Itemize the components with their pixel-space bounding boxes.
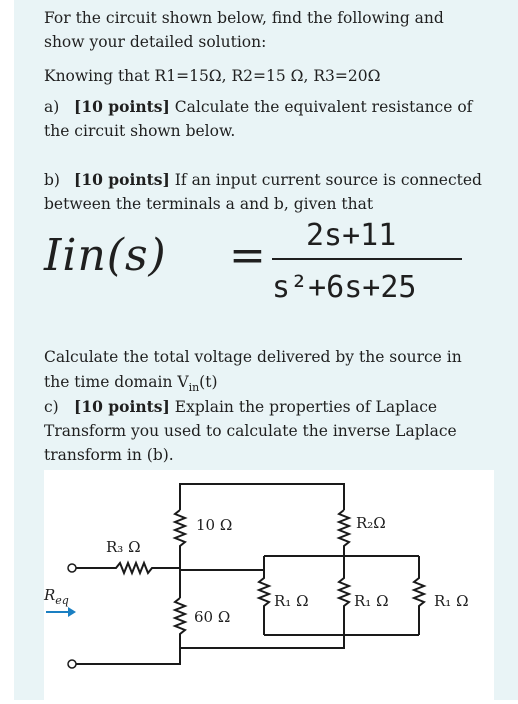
label-r1-b: R₁ Ω (354, 592, 389, 610)
resistor-r3 (74, 563, 180, 573)
label-req (44, 586, 69, 607)
equation-numerator: 2s+11 (306, 218, 397, 253)
left-margin (0, 0, 14, 700)
intro-line-1: For the circuit shown below, find the following and (44, 9, 444, 27)
part-a-line-1 (44, 97, 472, 117)
part-a-points: [10 points] (74, 97, 170, 116)
resistor-10 (175, 510, 185, 570)
part-b-label: b) (44, 171, 60, 189)
part-a-label: a) (44, 98, 60, 116)
part-c-text-2: Transform you used to calculate the inverse Laplace (44, 422, 457, 440)
vin-subscript: in (188, 381, 200, 395)
resistor-60 (74, 598, 185, 664)
equation-equals: = (229, 230, 266, 281)
part-c-line-1 (44, 397, 437, 417)
label-r2: R₂Ω (356, 514, 386, 532)
label-60-ohm: 60 Ω (194, 608, 231, 626)
fraction-bar (272, 258, 462, 260)
part-b-after-1: Calculate the total voltage delivered by the source in (44, 348, 462, 366)
part-b-text-1: If an input current source is connected (174, 171, 482, 189)
part-b-line-1 (44, 170, 482, 190)
transfer-equation (44, 218, 474, 318)
equation-lhs: Iin(s) (44, 230, 167, 281)
label-req-sub: eq (55, 594, 69, 607)
label-r1-a: R₁ Ω (274, 592, 309, 610)
resistor-r1-a (259, 556, 269, 635)
part-a-text-1: Calculate the equivalent resistance of (174, 98, 473, 116)
req-arrow-head (68, 607, 76, 617)
terminal-a (68, 564, 76, 572)
wire-join-bottom (180, 635, 344, 648)
part-a-text-2: the circuit shown below. (44, 122, 236, 140)
part-b-text-2: between the terminals a and b, given that (44, 195, 374, 213)
part-b-after-2 (44, 372, 218, 398)
circuit-diagram (44, 470, 494, 700)
intro-line-2: show your detailed solution: (44, 33, 267, 51)
label-r3: R₃ Ω (106, 538, 141, 556)
part-c-text-1: Explain the properties of Laplace (174, 398, 438, 416)
resistor-r1-c (414, 556, 424, 635)
part-c-label: c) (44, 398, 59, 416)
part-b-points: [10 points] (74, 170, 170, 189)
terminal-b (68, 660, 76, 668)
circuit-schematic (44, 470, 494, 700)
label-r1-c: R₁ Ω (434, 592, 469, 610)
wire-left-top (180, 484, 344, 510)
equation-denominator: s²+6s+25 (272, 270, 417, 305)
label-10-ohm: 10 Ω (196, 516, 233, 534)
part-b-after-2a: the time domain V (44, 373, 189, 391)
part-c-points: [10 points] (74, 397, 170, 416)
part-b-after-2b: (t) (199, 373, 218, 391)
resistor-r1-b (339, 556, 349, 635)
label-req-r: R (44, 586, 56, 604)
given-values: Knowing that R1=15Ω, R2=15 Ω, R3=20Ω (44, 67, 381, 85)
part-c-text-3: transform in (b). (44, 446, 174, 464)
resistor-r2 (339, 510, 349, 556)
